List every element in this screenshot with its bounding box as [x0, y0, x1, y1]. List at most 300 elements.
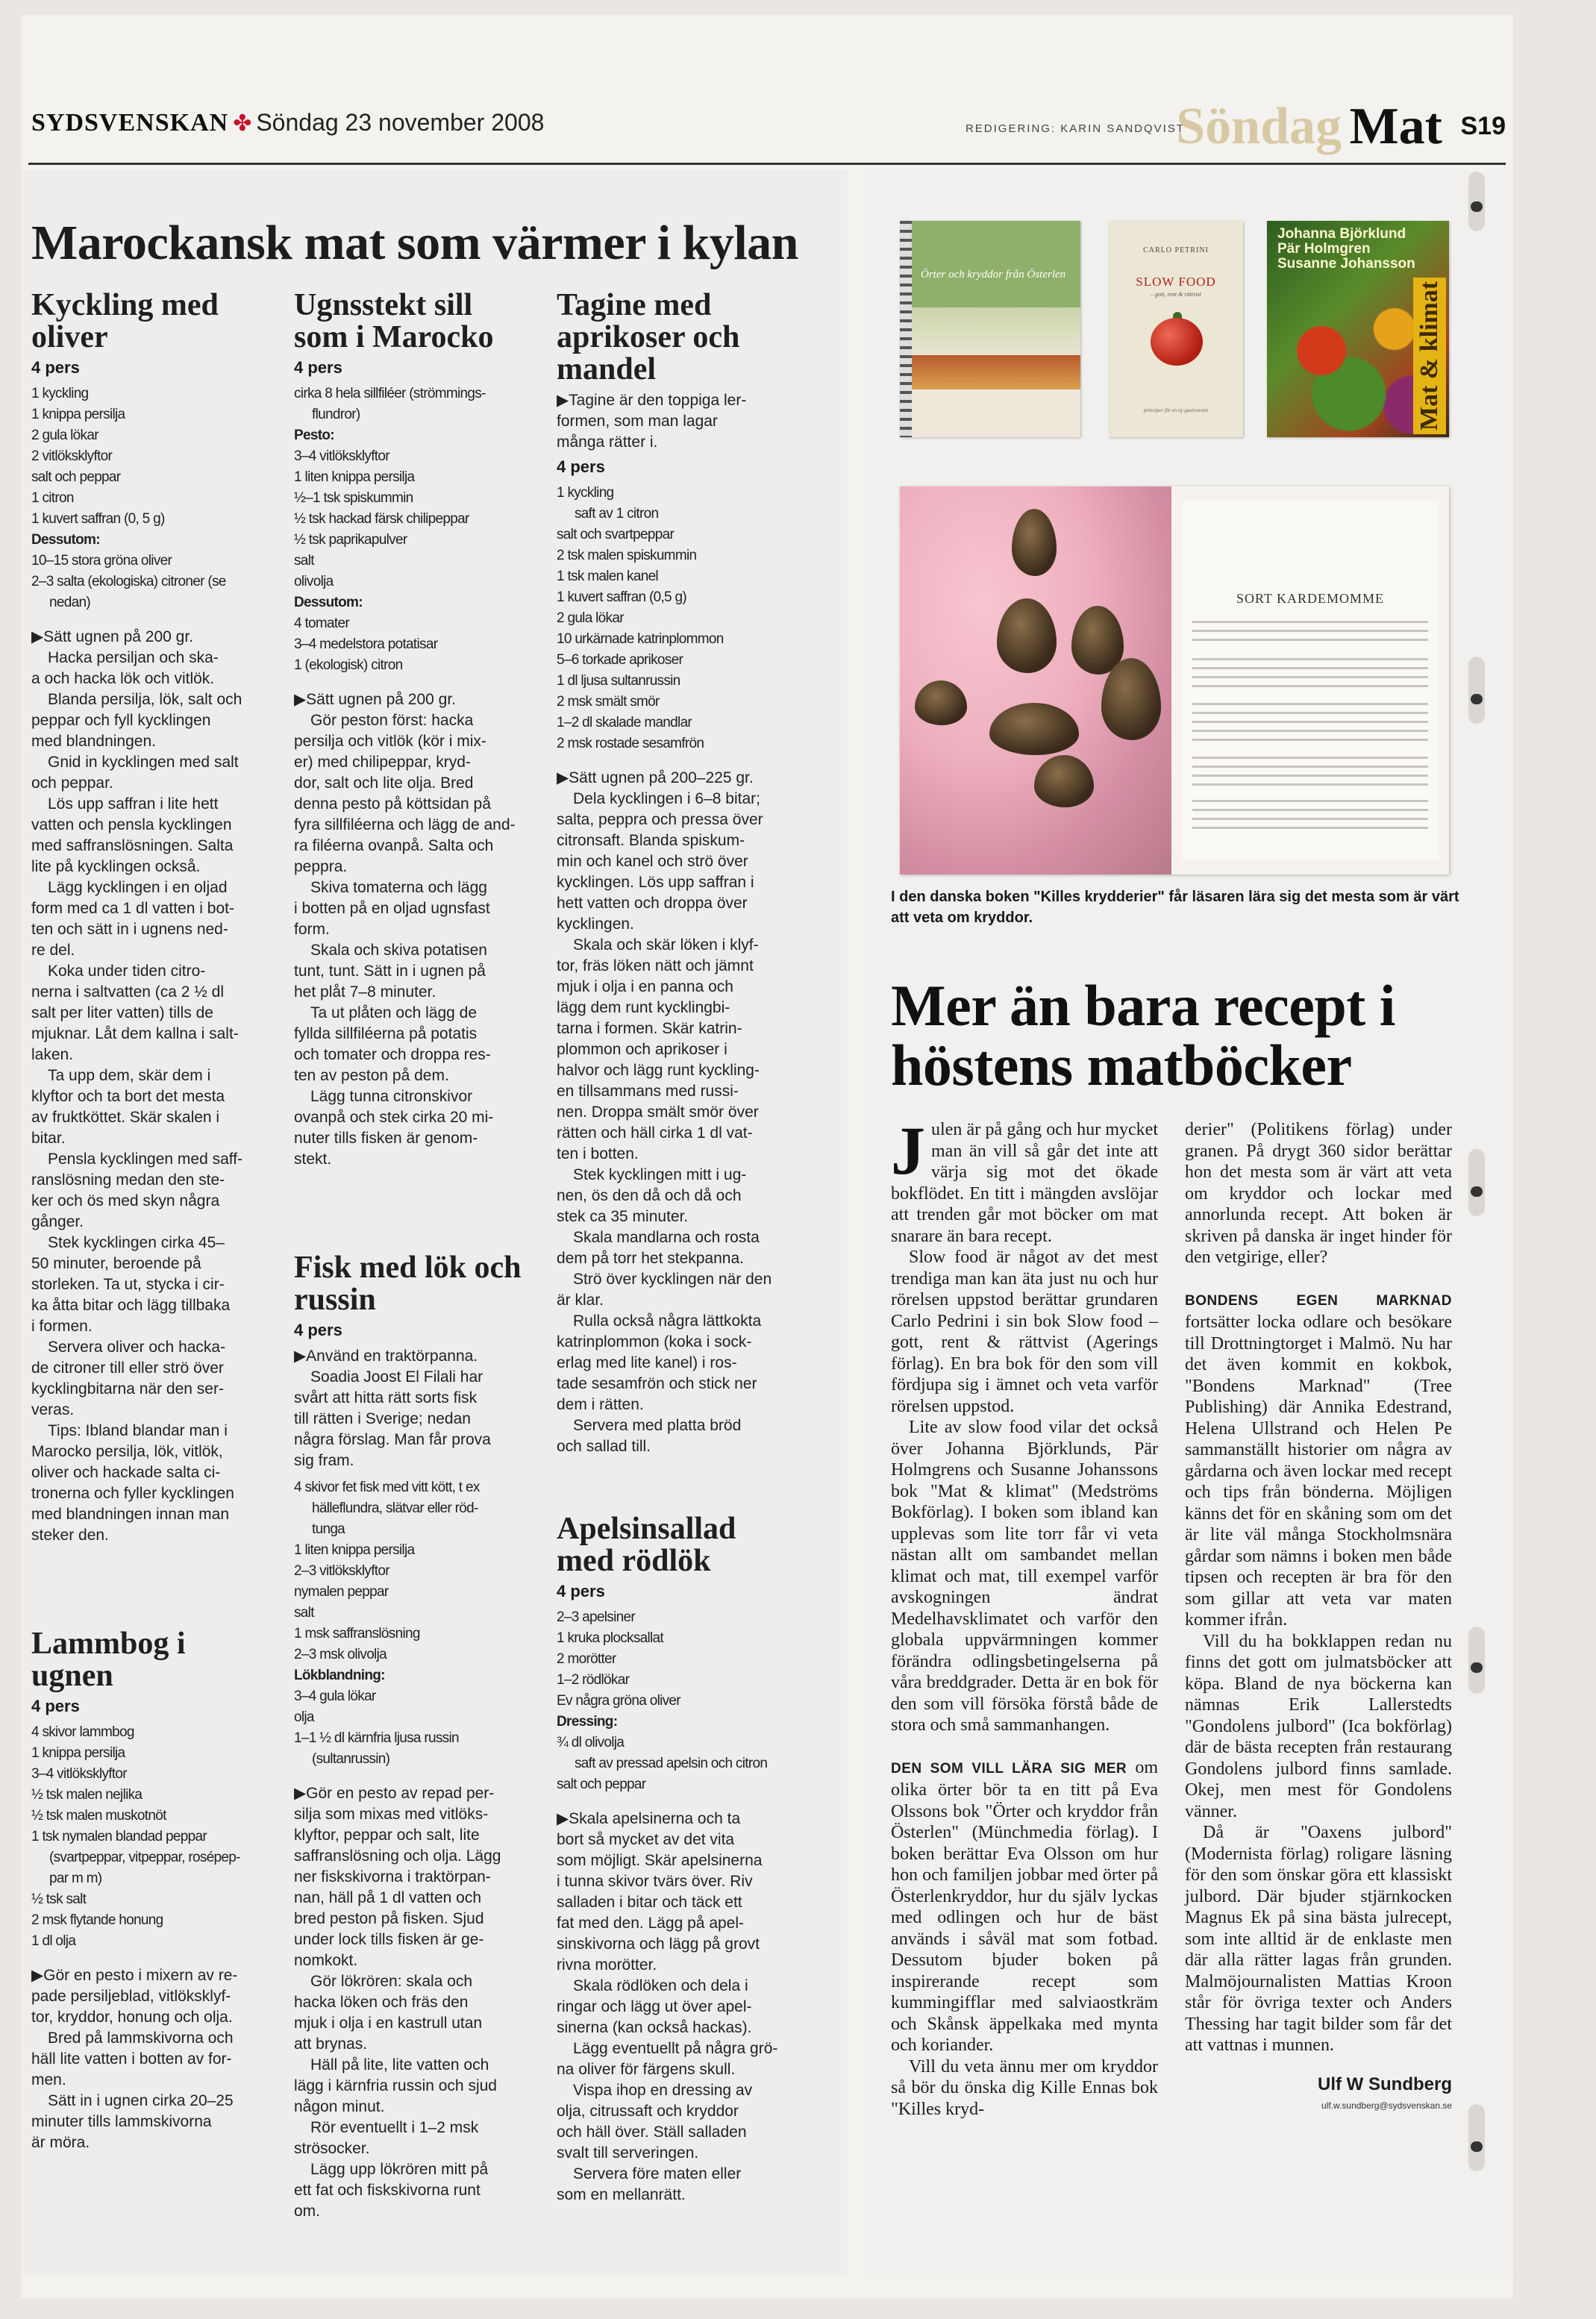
recipe-text-line: tor, fräs löken nätt och jämnt	[557, 957, 754, 974]
recipe-text-line: Skiva tomaterna och lägg	[310, 879, 487, 896]
cardamom-photo	[900, 486, 1171, 874]
page-edge-tab	[1468, 1627, 1485, 1694]
recipe-steps	[294, 1783, 531, 2222]
text-line	[1192, 827, 1428, 829]
recipe-text-line: i botten på en oljad ugnsfast	[294, 900, 490, 917]
recipe-text-line: ten i botten.	[557, 1145, 639, 1162]
recipe-text-line: Soadia Joost El Filali har	[310, 1368, 484, 1386]
ingredient-item: ½ tsk malen muskotnöt	[31, 1808, 166, 1824]
text-line	[1192, 712, 1428, 714]
article-kicker: DEN SOM VILL LÄRA SIG MER	[891, 1760, 1127, 1777]
recipe-text-line: Rör eventuellt i 1–2 msk	[310, 2119, 479, 2136]
ingredient-item: 1 tsk malen kanel	[557, 569, 658, 584]
article-column-2	[1185, 1119, 1452, 2117]
recipe-steps	[294, 689, 531, 1170]
article-paragraph: Lite av slow food vilar det också över Johanna Björklunds, Pär Holmgrens och Susanne Johanssons bok "Mat & klimat" (Medströms Bokförlag). I boken som ibland kan upplevas som lite torr får vi veta nästan allt om sambandet mellan klimat och mat, till exempel varför avskogningen ändrat Medelhavsklimatet och varför den globala uppvärmningen kommer förändra odlingsbetingelserna på våra breddgrader. Detta är en bok för den som vill försöka förstå både de stora och små sammanhangen.	[891, 1418, 1158, 1735]
recipe-text-line: Häll på lite, lite vatten och	[310, 2056, 489, 2074]
ingredient-item: 1 msk saffranslösning	[294, 1626, 420, 1642]
text-line	[1192, 818, 1428, 820]
recipe-title: Apelsinsallad med rödlök	[557, 1512, 736, 1578]
ingredient-item: ½ tsk hackad färsk chilipeppar	[294, 511, 469, 527]
recipe-text-line: hacka löken och fräs den	[294, 1994, 469, 2011]
recipe-text-line: dem i rätten.	[557, 1396, 644, 1413]
text-line	[1192, 667, 1428, 669]
ingredient-item: salt och peppar	[31, 469, 121, 485]
cardamom-pod	[1101, 658, 1161, 740]
book-author: CARLO PETRINI	[1143, 246, 1209, 254]
recipe-text-line: minuter tills lammskivorna	[31, 2113, 212, 2130]
recipe-steps	[557, 768, 794, 1457]
recipe-text-line: tade sesamfrön och stick ner	[557, 1375, 757, 1392]
recipe-text-line: nuter tills fisken är genom-	[294, 1130, 478, 1147]
spread-text-page	[1182, 501, 1439, 860]
ingredient-item: tunga	[312, 1521, 345, 1537]
ingredient-item: nedan)	[49, 595, 90, 610]
ingredient-list	[31, 1722, 269, 1952]
recipe-title: Fisk med lök och russin	[294, 1251, 522, 1317]
recipe-text-line: Lägg tunna citronskivor	[310, 1088, 473, 1105]
recipe-text-line: denna pesto på köttsidan på	[294, 795, 491, 813]
recipe-text-line: erlag med lite kanel) i ros-	[557, 1354, 737, 1371]
author-email: ulf.w.sundberg@sydsvenskan.se	[1321, 2100, 1452, 2111]
ingredient-item: Dessutom:	[31, 532, 100, 548]
masthead-rule	[28, 163, 1506, 165]
recipe-text-line: Dela kycklingen i 6–8 bitar;	[573, 790, 760, 807]
recipe-text-line: med saffranslösningen. Salta	[31, 837, 234, 854]
recipe-text-line: a och hacka lök och vitlök.	[31, 670, 215, 687]
recipe-text-line: lägg dem runt kycklingbi-	[557, 999, 730, 1016]
book-spread-killes-krydderier	[900, 486, 1449, 874]
ingredient-item: 3–4 vitlöksklyftor	[31, 1766, 127, 1782]
recipe-text-line: Servera oliver och hacka-	[48, 1339, 226, 1356]
recipe-text-line: ett fat och fiskskivorna runt	[294, 2182, 481, 2199]
tomato-illustration	[1151, 318, 1203, 366]
ingredient-item: 2 morötter	[557, 1651, 616, 1667]
recipe-text-line: och sallad till.	[557, 1438, 651, 1455]
recipe-text-line: dem på torr het stekpanna.	[557, 1250, 744, 1267]
recipe-kyckling-med-oliver	[31, 290, 269, 1546]
article-headline: Mer än bara recept i höstens matböcker	[891, 973, 1395, 1098]
book-author: Susanne Johansson	[1277, 256, 1415, 272]
book-cover-title: Mat & klimat	[1413, 278, 1446, 434]
text-line	[1192, 685, 1428, 687]
ingredient-item: Dessutom:	[294, 595, 363, 610]
ingredient-item: 2 msk rostade sesamfrön	[557, 736, 704, 751]
recipe-text-line: Vispa ihop en dressing av	[573, 2082, 753, 2099]
recipe-text-line: lägg i kärnfria russin och sjud	[294, 2077, 497, 2094]
recipe-text-line: Bred på lammskivorna och	[48, 2029, 234, 2047]
ingredient-item: saft av pressad apelsin och citron	[575, 1756, 768, 1771]
recipe-text-line: silja som mixas med vitlöks-	[294, 1806, 489, 1823]
recipe-text-line: form med ca 1 dl vatten i bot-	[31, 900, 234, 917]
ingredient-item: 1 citron	[31, 490, 74, 506]
recipe-servings: 4 pers	[557, 1582, 605, 1600]
ingredient-item: 4 tomater	[294, 616, 349, 631]
ingredient-item: 1–1 ½ dl kärnfria ljusa russin	[294, 1730, 459, 1746]
recipe-text-line: av fruktköttet. Skär skalen i	[31, 1109, 220, 1126]
book-author: Pär Holmgren	[1277, 241, 1371, 257]
ingredient-item: 2 msk flytande honung	[31, 1912, 163, 1928]
ingredient-item: Pesto:	[294, 428, 334, 443]
ingredient-item: ½ tsk malen nejlika	[31, 1787, 143, 1803]
recipe-text-line: Lägg kycklingen i en oljad	[48, 879, 228, 896]
recipe-text-line: nomkokt.	[294, 1952, 358, 1969]
recipe-text-line: om.	[294, 2203, 321, 2220]
recipe-text-line: i formen.	[31, 1318, 93, 1335]
recipe-text-line: svalt till serveringen.	[557, 2144, 699, 2162]
recipe-text-line: Gör peston först: hacka	[310, 712, 474, 729]
ingredient-item: 4 skivor lammbog	[31, 1724, 134, 1740]
issue-date: Söndag 23 november 2008	[256, 109, 545, 136]
ingredient-item: 5–6 torkade aprikoser	[557, 652, 683, 668]
recipe-text-line: katrinplommon (koka i sock-	[557, 1333, 752, 1351]
recipe-text-line: sig fram.	[294, 1452, 354, 1469]
recipe-text-line: med blandningen.	[31, 733, 156, 750]
ingredient-item: ½–1 tsk spiskummin	[294, 490, 413, 506]
recipe-text-line: är möra.	[31, 2134, 90, 2151]
text-line	[1192, 639, 1428, 641]
spread-heading: SORT KARDEMOMME	[1236, 591, 1385, 606]
recipe-text-line: och häll över. Ställ salladen	[557, 2124, 747, 2141]
cardamom-pod	[1034, 755, 1094, 807]
recipe-text-line: het plåt 7–8 minuter.	[294, 983, 436, 1001]
section-sondag: Söndag	[1176, 98, 1342, 155]
recipe-text-line: steker den.	[31, 1527, 109, 1544]
recipe-text-line: nan, häll på 1 dl vatten och	[294, 1889, 482, 1906]
recipe-text-line: Rulla också några lättkokta	[573, 1312, 762, 1330]
recipe-text-line: kycklingen.	[557, 916, 634, 933]
recipe-text-line: ▶Gör en pesto av repad per-	[294, 1785, 495, 1802]
recipe-text-line: salt per liter vatten) tills de	[31, 1004, 213, 1021]
recipe-text-line: till rätten i Sverige; nedan	[294, 1410, 471, 1427]
recipe-text-line: ringar och lägg ut över apel-	[557, 1998, 752, 2015]
recipe-text-line: rätten och häll cirka 1 dl vat-	[557, 1124, 753, 1142]
recipe-text-line: som en mellanrätt.	[557, 2186, 686, 2203]
ingredient-item: 2–3 vitlöksklyftor	[294, 1563, 389, 1579]
recipe-text-line: klyftor och ta bort det mesta	[31, 1088, 225, 1105]
recipe-ugnsstekt-sill	[294, 290, 531, 1170]
recipe-text-line: ▶Sätt ugnen på 200 gr.	[31, 628, 193, 645]
recipe-text-line: er) med chilipeppar, kryd-	[294, 754, 471, 771]
ingredient-item: hälleflundra, slätvar eller röd-	[312, 1500, 478, 1516]
recipes-section	[21, 170, 848, 2274]
ingredient-item: 1 dl olja	[31, 1933, 76, 1949]
recipe-text-line: tor, kryddor, honung och olja.	[31, 2009, 233, 2026]
page-number: S19	[1460, 112, 1506, 140]
recipe-text-line: strösocker.	[294, 2140, 370, 2157]
text-line	[1192, 739, 1428, 741]
recipe-text-line: Tips: Ibland blandar man i	[48, 1422, 228, 1439]
recipe-text-line: de citroner till eller strö över	[31, 1359, 224, 1377]
recipe-text-line: Servera före maten eller	[573, 2165, 742, 2182]
recipe-text-line: som möjligt. Skär apelsinerna	[557, 1852, 763, 1869]
ingredient-item: flundror)	[312, 407, 360, 422]
ingredient-item: Dressing:	[557, 1714, 618, 1730]
recipe-text-line: Lägg eventuellt på några grö-	[573, 2040, 778, 2057]
article-paragraph: Slow food är något av det mest trendiga man kan äta just nu och hur rörelsen uppstod berättar grundaren Carlo Pedrini i sin bok Slow food – gott, rent & rättvist (Agerings förlag). En bra bok för den som vill fördjupa sig i ämnet och veta varför rörelsen uppstod.	[891, 1248, 1158, 1416]
recipe-title: Ugnsstekt sill som i Marocko	[294, 288, 494, 354]
book-cover-tagline: principer för en ny gastronomi	[1143, 407, 1209, 413]
ingredient-item: Lökblandning:	[294, 1668, 385, 1683]
recipe-text-line: dor, salt och lite olja. Bred	[294, 774, 474, 792]
recipe-apelsinsallad	[557, 1513, 794, 2206]
recipe-text-line: na oliver för färgens skull.	[557, 2061, 736, 2078]
recipe-servings: 4 pers	[294, 358, 342, 377]
recipe-text-line: Blanda persilja, lök, salt och	[48, 691, 242, 708]
text-line	[1192, 800, 1428, 802]
ingredient-item: olja	[294, 1709, 314, 1725]
recipe-text-line: under lock tills fisken är ge-	[294, 1931, 484, 1948]
recipe-text-line: sinerna (kan också hackas).	[557, 2019, 752, 2036]
ingredient-item: 1 knippa persilja	[31, 407, 125, 422]
ingredient-item: 2–3 salta (ekologiska) citroner (se	[31, 574, 226, 589]
recipe-text-line: saffranslösning och olja. Lägg	[294, 1847, 501, 1865]
recipe-text-line: Servera med platta bröd	[573, 1417, 742, 1434]
recipe-text-line: sinskivorna och lägg på grovt	[557, 1935, 760, 1953]
paper-name: SYDSVENSKAN	[31, 109, 229, 137]
recipes-headline: Marockansk mat som värmer i kylan	[31, 216, 798, 270]
recipe-steps	[31, 627, 269, 1546]
ingredient-item: 1–2 dl skalade mandlar	[557, 715, 692, 730]
article-paragraph: Då är "Oaxens julbord" (Modernista förlag) roligare läsning för den som önskar göra ett klassiskt julbord. Där bjuder stjärnkocken Magnus Ek på sina bästa julrecept, som inte alltid är de enklaste men där alla rätter lagas från grunden. Malmöjournalisten Mattias Kroon står för övriga texter och Anders Thessing har tagit bilder som får det att vattnas i munnen.	[1185, 1823, 1452, 2055]
recipe-fisk-med-lok	[294, 1252, 531, 2222]
recipe-title: Tagine med aprikoser och mandel	[557, 288, 740, 386]
recipe-text-line: Lös upp saffran i lite hett	[48, 795, 219, 813]
recipe-servings: 4 pers	[31, 1697, 80, 1715]
recipe-text-line: formen, som man lagar	[557, 413, 718, 430]
page-edge-tab	[1468, 2104, 1485, 2171]
recipe-text-line: bred peston på fisken. Sjud	[294, 1910, 484, 1927]
recipe-text-line: fyra sillfiléerna och lägg de and-	[294, 816, 516, 833]
ingredient-item: nymalen peppar	[294, 1584, 389, 1600]
text-line	[1192, 621, 1428, 623]
recipe-text-line: lite på kycklingen också.	[31, 858, 201, 875]
photo-caption: I den danska boken "Killes krydderier" får läsaren lära sig det mesta som är värt att veta om kryddor.	[891, 889, 1459, 926]
recipe-text-line: rivna morötter.	[557, 1956, 657, 1974]
ingredient-item: 2 gula lökar	[31, 428, 98, 443]
recipe-text-line: nerna i saltvatten (ca 2 ½ dl	[31, 983, 224, 1001]
recipe-text-line: med blandningen innan man	[31, 1506, 230, 1523]
text-line	[1192, 676, 1428, 678]
recipe-text-line: Hacka persiljan och ska-	[48, 649, 219, 666]
ingredient-item: 4 skivor fet fisk med vitt kött, t ex	[294, 1480, 480, 1495]
recipe-text-line: tarna i formen. Skär katrin-	[557, 1020, 742, 1037]
recipe-text-line: många rätter i.	[557, 434, 658, 451]
recipe-text-line: persilja och vitlök (kör i mix-	[294, 733, 486, 750]
recipe-text-line: mjuk i olja i en panna och	[557, 978, 733, 995]
ingredient-item: 1 liten knippa persilja	[294, 469, 415, 485]
ingredient-item: ¾ dl olivolja	[557, 1735, 625, 1750]
recipe-text-line: olja, citrussaft och kryddor	[557, 2103, 739, 2120]
ingredient-list	[557, 1607, 794, 1795]
ingredient-item: 1 kuvert saffran (0,5 g)	[557, 589, 686, 605]
recipe-text-line: stek ca 35 minuter.	[557, 1208, 689, 1225]
article-paragraph: fortsätter locka odlare och besökare till Drottningtorget i Malmö. Nu har det även kommit en kokbok, "Bondens Marknad" (Tree Publishing) där Annika Edestrand, Helena Ullstrand och Helen Pe sammanställt historier om några av gårdarna och även lockar med recept och tips från bönderna. Möjligen känns det för en skåning som om det är lite väl många Stockholmsnära gårdar som nämns i boken men både tipsen och recepten är bra för den som gillar att veta var maten kommer ifrån.	[1185, 1312, 1452, 1630]
ingredient-item: 1 kyckling	[31, 386, 89, 401]
recipe-text-line: tunt, tunt. Sätt in i ugnen på	[294, 963, 486, 980]
recipe-text-line: ▶Skala apelsinerna och ta	[557, 1810, 741, 1827]
recipe-text-line: veras.	[31, 1401, 75, 1418]
recipe-text-line: Ta upp dem, skär dem i	[48, 1067, 211, 1084]
article-byline: Ulf W Sundberg	[1318, 2074, 1452, 2094]
recipe-text-line: 50 minuter, beroende på	[31, 1255, 201, 1272]
recipe-text-line: vatten och pensla kycklingen	[31, 816, 232, 833]
recipe-text-line: peppra.	[294, 858, 348, 875]
ingredient-item: Ev några gröna oliver	[557, 1693, 680, 1709]
cardamom-pod	[1012, 509, 1057, 576]
ingredient-item: 1 kuvert saffran (0, 5 g)	[31, 511, 165, 527]
recipe-text-line: fat med den. Lägg på apel-	[557, 1915, 745, 1932]
recipe-text-line: klyftor, peppar och salt, lite	[294, 1827, 480, 1844]
book-cover-title: SLOW FOOD	[1136, 275, 1216, 289]
drop-cap: J	[891, 1112, 925, 1189]
ingredient-item: ½ tsk paprikapulver	[294, 532, 407, 548]
article-paragraph: Vill du ha bokklappen redan nu finns det gott om julmatsböcker att köpa. Bland de nya böckerna kan nämnas Erik Lallerstedts "Gondolens julbord" (Ica bokförlag) där de bästa recepten från restaurang Gondolens julbord finns samlade. Okej, men mest för Gondolens vänner.	[1185, 1631, 1452, 1821]
recipe-text-line: salladen i bitar och täck ett	[557, 1894, 742, 1911]
ingredient-item: 2 gula lökar	[557, 610, 624, 626]
ingredient-item: 1 kyckling	[557, 485, 614, 501]
recipe-text-line: Lägg upp lökrören mitt på	[310, 2161, 489, 2178]
text-line	[1192, 703, 1428, 705]
recipe-text-line: Skala och skär löken i klyf-	[573, 936, 759, 954]
recipe-title: Lammbog i ugnen	[31, 1627, 186, 1693]
ingredient-item: (svartpeppar, vitpeppar, rosépep-	[49, 1850, 240, 1865]
page-edge-tab	[1468, 657, 1485, 724]
text-line	[1192, 809, 1428, 811]
recipe-text-line: Gnid in kycklingen med salt	[48, 754, 239, 771]
text-line	[1192, 630, 1428, 632]
recipe-text-line: ▶Sätt ugnen på 200 gr.	[294, 691, 456, 708]
recipe-servings: 4 pers	[294, 1321, 342, 1339]
article-column-1	[891, 1112, 1159, 2120]
ingredient-item: 3–4 gula lökar	[294, 1689, 376, 1704]
ingredient-list	[557, 483, 794, 754]
recipe-tagine	[557, 290, 794, 1457]
newspaper-page	[21, 15, 1513, 2298]
recipe-text-line: ▶Sätt ugnen på 200–225 gr.	[557, 769, 754, 786]
recipe-text-line: Marocko persilja, lök, vitlök,	[31, 1443, 223, 1460]
recipe-text-line: form.	[294, 921, 330, 938]
ingredient-item: salt	[294, 1605, 314, 1621]
ingredient-list	[294, 384, 531, 676]
recipe-text-line: ner fiskskivorna i traktörpan-	[294, 1868, 491, 1885]
section-mat: Mat	[1349, 98, 1442, 155]
recipe-text-line: oliver och hackade salta ci-	[31, 1464, 221, 1481]
recipe-steps	[31, 1965, 269, 2153]
recipe-text-line: citronsaft. Blanda spiskum-	[557, 832, 745, 849]
recipe-text-line: ▶Gör en pesto i mixern av re-	[31, 1967, 238, 1984]
article-paragraph: ulen är på gång och hur mycket man än vill så går det inte att värja sig mot det ökade bokflödet. En titt i mängden avslöjar att trenden går mot böcker om mat snarare än bara recept.	[891, 1120, 1158, 1246]
recipe-text-line: Ta ut plåten och lägg de	[310, 1004, 478, 1021]
recipe-text-line: men.	[31, 2071, 66, 2088]
book-cover-title: Örter och kryddor från Österlen	[921, 269, 1066, 281]
ingredient-item: 2 msk smält smör	[557, 694, 660, 710]
ingredient-item: 2–3 apelsiner	[557, 1609, 635, 1625]
book-authors	[1277, 227, 1415, 272]
book-cover-orter-och-kryddor	[900, 221, 1080, 437]
ingredient-item: 2 tsk malen spiskummin	[557, 548, 697, 563]
recipe-text-line: Koka under tiden citro-	[48, 963, 206, 980]
recipe-text-line: Skala mandlarna och rosta	[573, 1229, 760, 1246]
recipe-intro	[294, 1346, 531, 1471]
recipe-text-line: bitar.	[31, 1130, 66, 1147]
recipe-text-line: Stek kycklingen cirka 45–	[48, 1234, 225, 1251]
recipe-text-line: min och kanel och strö över	[557, 853, 748, 870]
recipe-text-line: mjuk i olja i en kastrull utan	[294, 2015, 483, 2032]
recipe-text-line: ranslösning medan den ste-	[31, 1171, 225, 1189]
griffin-logo-icon: ✤	[233, 111, 252, 136]
recipe-text-line: kycklingbitarna när den ser-	[31, 1380, 224, 1398]
recipe-text-line: pade persiljeblad, vitlöksklyf-	[31, 1988, 231, 2005]
ingredient-list	[294, 1477, 531, 1770]
recipe-text-line: ▶Använd en traktörpanna.	[294, 1348, 478, 1365]
recipe-text-line: ker och ös med skyn några	[31, 1192, 220, 1209]
recipe-title: Kyckling med oliver	[31, 288, 219, 354]
ingredient-item: 10–15 stora gröna oliver	[31, 553, 172, 569]
recipe-text-line: nen. Droppa smält smör över	[557, 1104, 759, 1121]
ingredient-item: salt och peppar	[557, 1777, 646, 1792]
recipe-servings: 4 pers	[31, 358, 80, 377]
recipe-text-line: Strö över kycklingen när den	[573, 1271, 772, 1288]
recipe-text-line: Pensla kycklingen med saff-	[48, 1151, 243, 1168]
recipe-text-line: i tunna skivor tvärs över. Riv	[557, 1873, 753, 1890]
book-cover-slow-food	[1109, 221, 1243, 437]
ingredient-item: 1–2 rödlökar	[557, 1672, 630, 1688]
recipe-text-line: mjuknar. Låt dem kallna i salt-	[31, 1025, 239, 1042]
recipe-text-line: häll lite vatten i botten av for-	[31, 2050, 232, 2068]
recipe-text-line: stekt.	[294, 1151, 332, 1168]
ingredient-item: salt och svartpeppar	[557, 527, 675, 542]
recipe-text-line: är klar.	[557, 1292, 604, 1309]
ingredient-item: 1 dl ljusa sultanrussin	[557, 673, 680, 689]
recipe-text-line: ka åtta bitar och lägg tillbaka	[31, 1297, 231, 1314]
text-line	[1192, 730, 1428, 732]
recipe-text-line: ten av peston på dem.	[294, 1067, 449, 1084]
recipe-steps	[557, 1809, 794, 2206]
text-line	[1192, 721, 1428, 723]
ingredient-item: olivolja	[294, 574, 334, 589]
text-line	[1192, 757, 1428, 759]
article-kicker: BONDENS EGEN MARKNAD	[1185, 1292, 1452, 1309]
text-line	[1192, 774, 1428, 777]
article-paragraph: derier" (Politikens förlag) under granen. På drygt 360 sidor berättar hon det mesta som är värt att veta om kryddor och lockar med annorlunda recept. Att boken är skriven på danska är inget hinder för den vetgirige, eller?	[1185, 1120, 1452, 1267]
recipe-text-line: Gör lökrören: skala och	[310, 1973, 473, 1990]
recipe-text-line: halvor och lägg runt kyckling-	[557, 1062, 760, 1079]
text-line	[1192, 658, 1428, 660]
recipe-text-line: några förslag. Man får prova	[294, 1431, 491, 1448]
spiral-binding	[900, 221, 912, 437]
recipe-text-line: peppar och fyll kycklingen	[31, 712, 211, 729]
text-line	[1192, 783, 1428, 786]
cardamom-pod	[915, 680, 967, 725]
recipe-text-line: Skala och skiva potatisen	[310, 942, 487, 959]
recipe-text-line: och peppar.	[31, 774, 113, 792]
ingredient-item: salt	[294, 553, 314, 569]
masthead	[21, 98, 1513, 155]
recipe-text-line: ra filéerna ovanpå. Salta och	[294, 837, 494, 854]
recipe-text-line: att brynas.	[294, 2035, 368, 2053]
article-paragraph: Vill du veta ännu mer om kryddor så bör du önska dig Kille Ennas bok "Killes kryd-	[891, 2056, 1158, 2119]
ingredient-list	[31, 384, 269, 613]
recipe-text-line: ten och sätt in i ugnens ned-	[31, 921, 228, 938]
text-line	[1192, 766, 1428, 768]
ingredient-item: 1 liten knippa persilja	[294, 1542, 415, 1558]
cardamom-pod	[989, 703, 1079, 755]
ingredient-item: (sultanrussin)	[312, 1751, 390, 1767]
recipe-text-line: ovanpå och stek cirka 20 mi-	[294, 1109, 494, 1126]
recipe-text-line: hett vatten och droppa över	[557, 895, 748, 912]
recipe-text-line: bort så mycket av det vita	[557, 1831, 735, 1848]
